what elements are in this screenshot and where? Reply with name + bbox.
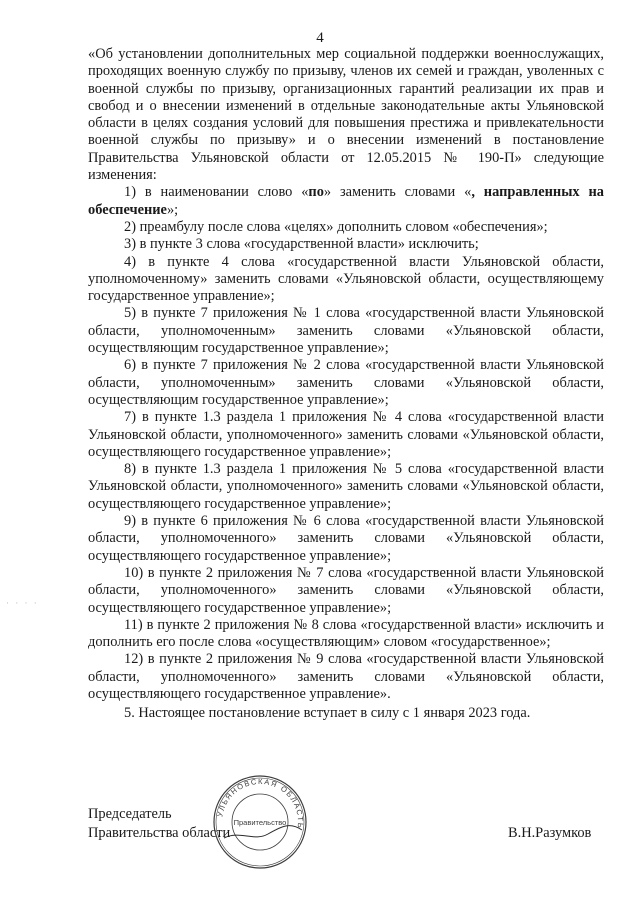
intro-paragraph: «Об установлении дополнительных мер социальной поддержки военнослужащих, проходящих военную службу по призыву, членов их семей и граждан, уволенных с военной службы по призыву, организационных гарантий реализации их прав и свобод и о внесении изменений в отдельные законодательные акты Ульяновской области в целях создания условий для повышения престижа и привлекательности военной службы по призыву» и о внесении изменений в постановление Правительства Ульяновской области от 12.05.2015 № 190-П» следующие изменения: [88, 46, 604, 184]
item1-bold-phrase: , направленных на обеспечение [88, 184, 604, 218]
final-clause: 5. Настоящее постановление вступает в силу с 1 января 2023 года. [124, 705, 531, 722]
document-body [88, 46, 604, 723]
scan-margin-marks: · · · · [6, 598, 39, 608]
page-number: 4 [316, 30, 324, 46]
list-item: 8) в пункте 1.3 раздела 1 приложения № 5 слова «государственной власти Ульяновской области, уполномоченного» заменить словами «Ульяновской области, осуществляющего государственное управление»; [88, 461, 604, 512]
stamp-inner-text: Правительство [233, 818, 287, 827]
list-item: 6) в пункте 7 приложения № 2 слова «государственной власти Ульяновской области, уполномоченным» заменить словами «Ульяновской области, осуществляющим государственное управление»; [88, 357, 604, 408]
item1-bold-word: по [308, 184, 324, 201]
list-item: 3) в пункте 3 слова «государственной власти» исключить; [124, 236, 479, 253]
list-item: 2) преамбулу после слова «целях» дополнить словом «обеспечения»; [124, 218, 548, 235]
stamp-outer-text: УЛЬЯНОВСКАЯ ОБЛАСТЬ [215, 776, 306, 830]
signature-title [88, 805, 230, 843]
signature-title-line1: Председатель [88, 806, 172, 822]
list-item-1 [88, 184, 604, 219]
signatory-name: В.Н.Разумков [508, 825, 592, 841]
signature-title-line2: Правительства области [88, 825, 231, 841]
list-item: 5) в пункте 7 приложения № 1 слова «государственной власти Ульяновской области, уполномоченным» заменить словами «Ульяновской области, осуществляющим государственное управление»; [88, 305, 604, 357]
item1-text-before: 1) в наименовании слово « [124, 184, 309, 201]
list-item: 7) в пункте 1.3 раздела 1 приложения № 4 слова «государственной власти Ульяновской области, уполномоченного» заменить словами «Ульяновской области, осуществляющего государственное управление»; [88, 409, 604, 460]
list-item: 11) в пункте 2 приложения № 8 слова «государственной власти» исключить и дополнить его после слова «осуществляющим» словом «государственное»; [88, 616, 604, 651]
list-item: 9) в пункте 6 приложения № 6 слова «государственной власти Ульяновской области, уполномоченного» заменить словами «Ульяновской области, осуществляющего государственное управление»; [88, 513, 604, 564]
item1-text-after: »; [166, 201, 179, 218]
item1-text-middle: » заменить словами « [323, 184, 472, 201]
list-item: 10) в пункте 2 приложения № 7 слова «государственной власти Ульяновской области, уполномоченного» заменить словами «Ульяновской области, осуществляющего государственное управление»; [88, 564, 604, 616]
list-item: 4) в пункте 4 слова «государственной власти Ульяновской области, уполномоченному» заменить словами «Ульяновской области, осуществляющему государственное управление»; [88, 253, 604, 305]
list-item: 12) в пункте 2 приложения № 9 слова «государственной власти Ульяновской области, уполномоченного» заменить словами «Ульяновской области, осуществляющего государственное управление». [88, 651, 604, 702]
